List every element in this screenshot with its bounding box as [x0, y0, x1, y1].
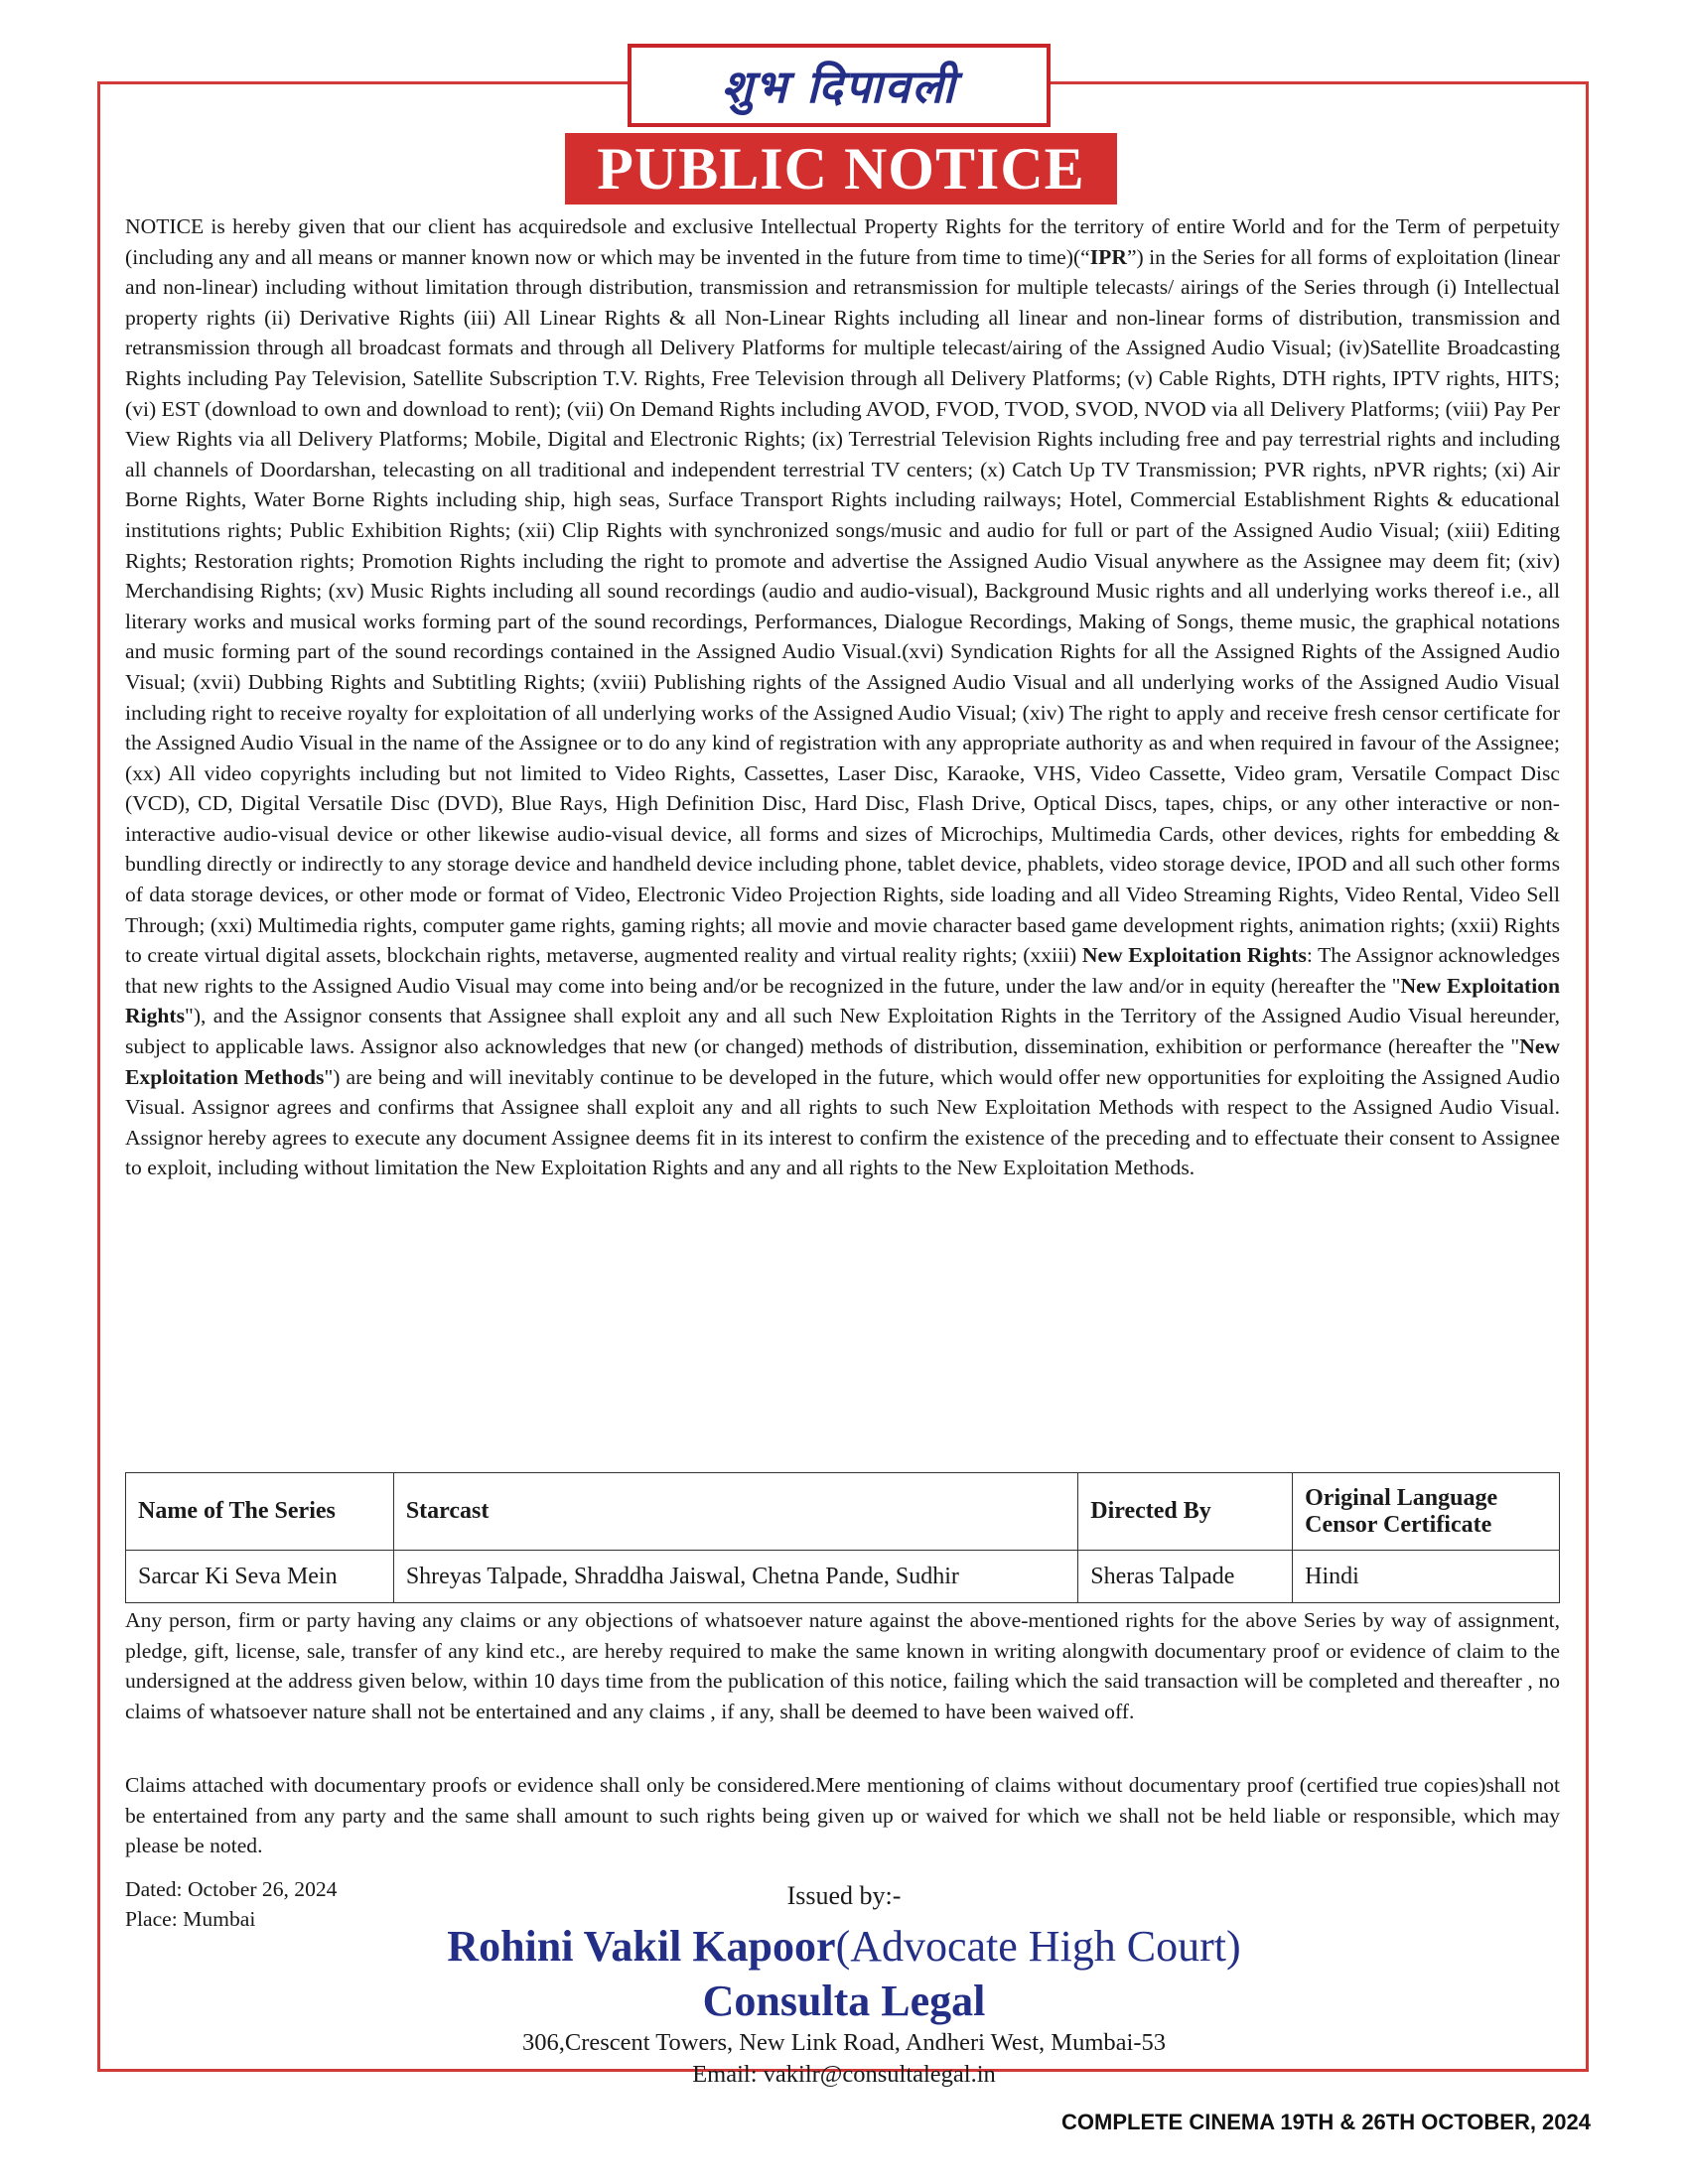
- table-header-row: [126, 1473, 1560, 1551]
- cell-language: Hindi: [1293, 1551, 1560, 1603]
- cell-directed-by: Sheras Talpade: [1078, 1551, 1293, 1603]
- table-row: [126, 1551, 1560, 1603]
- firm-name: Consulta Legal: [702, 1977, 986, 2025]
- issued-by: Issued by:-: [786, 1881, 902, 1910]
- header-directed-by: Directed By: [1078, 1473, 1293, 1551]
- new-exploitation-rights-term: New Exploitation Rights: [1081, 943, 1307, 968]
- title-banner: [565, 133, 1117, 205]
- signer-title: (Advocate High Court): [835, 1922, 1241, 1971]
- notice-seg-3: : The Assignor acknowledges that new rights to the Assigned Audio Visual may come into being and/or be recognized in the future, under the law and/or in equity (hereafter the ": [125, 943, 1560, 998]
- signer-name: Rohini Vakil Kapoor: [447, 1922, 836, 1971]
- cell-starcast: Shreyas Talpade, Shraddha Jaiswal, Chetna Pande, Sudhir: [393, 1551, 1077, 1603]
- proof-paragraph: Claims attached with documentary proofs or evidence shall only be considered.Mere mentioning of claims without documentary proof (certified true copies)shall not be entertained from any party and the same shall amount to such rights being given up or waived for which we shall not be held liable or responsible, which may please be noted.: [125, 1773, 1560, 1858]
- notice-body: [125, 211, 1560, 1183]
- series-table: [125, 1472, 1560, 1603]
- address-line: 306,Crescent Towers, New Link Road, Andheri West, Mumbai-53: [522, 2029, 1166, 2056]
- greeting-text: शुभ दिपावली: [721, 60, 957, 113]
- new-exploitation-methods-term: New Exploitation Methods: [125, 1034, 1560, 1089]
- signer-line: [0, 1921, 1688, 1972]
- header-series-name: Name of The Series: [126, 1473, 394, 1551]
- header-starcast: Starcast: [393, 1473, 1077, 1551]
- new-exploitation-rights-term-2: New Exploitation Rights: [125, 973, 1560, 1028]
- notice-seg-5: ") are being and will inevitably continue to be developed in the future, which would offer new opportunities for exploiting the Assigned Audio Visual. Assignor agrees and confirms that Assignee shall exploit any and all rights to such New Exploitation Methods with respect to the Assigned Audio Visual. Assignor hereby agrees to execute any document Assignee deems fit in its interest to confirm the existence of the preceding and to effectuate their consent to Assignee to exploit, including without limitation the New Exploitation Rights and any and all rights to the New Exploitation Methods.: [125, 1064, 1560, 1180]
- header-language-line-2: Censor Certificate: [1305, 1511, 1492, 1538]
- notice-seg-4: "), and the Assignor consents that Assignee shall exploit any and all such New Exploitation Rights in the Territory of the Assigned Audio Visual hereunder, subject to applicable laws. Assignor also acknowledges that new (or changed) methods of distribution, dissemination, exhibition or performance (hereafter the ": [125, 1004, 1560, 1059]
- email-line: Email: vakilr@consultalegal.in: [692, 2061, 996, 2088]
- contact-block: [0, 2027, 1688, 2091]
- notice-seg-2: ”) in the Series for all forms of exploitation (linear and non-linear) including without limitation through distribution, transmission and retransmission for multiple telecasts/ airings of the Series through (i) Intellectual property rights (ii) Derivative Rights (iii) All Linear Rights & all Non-Linear Rights including all linear and non-linear forms of distribution, transmission and retransmission through all broadcast formats and through all Delivery Platforms for multiple telecast/airing of the Assigned Audio Visual; (iv)Satellite Broadcasting Rights including Pay Television, Satellite Subscription T.V. Rights, Free Television through all Delivery Platforms; (v) Cable Rights, DTH rights, IPTV rights, HITS;(vi) EST (download to own and download to rent); (vii) On Demand Rights including AVOD, FVOD, TVOD, SVOD, NVOD via all Delivery Platforms; (viii) Pay Per View Rights via all Delivery Platforms; Mobile, Digital and Electronic Rights; (ix) Terrestrial Television Rights including free and pay terrestrial rights and including all channels of Doordarshan, telecasting on all traditional and independent terrestrial TV centers; (x) Catch Up TV Transmission; PVR rights, nPVR rights; (xi) Air Borne Rights, Water Borne Rights including ship, high seas, Surface Transport Rights including railways; Hotel, Commercial Establishment Rights & educational institutions rights; Public Exhibition Rights; (xii) Clip Rights with synchronized songs/music and audio for full or part of the Assigned Audio Visual; (xiii) Editing Rights; Restoration rights; Promotion Rights including the right to promote and advertise the Assigned Audio Visual anywhere as the Assignee may deem fit; (xiv) Merchandising Rights; (xv) Music Rights including all sound recordings (audio and audio-visual), Background Music rights and all underlying works thereof i.e., all literary works and musical works forming part of the sound recordings, Performances, Dialogue Recordings, Making of Songs, theme music, the graphical notations and music forming part of the sound recordings contained in the Assigned Audio Visual.(xvi) Syndication Rights for all the Assigned Rights of the Assigned Audio Visual; (xvii) Dubbing Rights and Subtitling Rights; (xviii) Publishing rights of the Assigned Audio Visual and all underlying works of the Assigned Audio Visual including right to receive royalty for exploitation of all underlying works of the Assigned Audio Visual; (xiv) The right to apply and receive fresh censor certificate for the Assigned Audio Visual in the name of the Assignee or to do any kind of registration with any appropriate authority as and when required in favour of the Assignee; (xx) All video copyrights including but not limited to Video Rights, Cassettes, Laser Disc, Karaoke, VHS, Video Cassette, Video gram, Versatile Compact Disc (VCD), CD, Digital Versatile Disc (DVD), Blue Rays, High Definition Disc, Hard Disc, Flash Drive, Optical Discs, tapes, chips, or any other interactive or non-interactive audio-visual device or other likewise audio-visual device, all forms and sizes of Microchips, Multimedia Cards, other devices, rights for embedding & bundling directly or indirectly to any storage device and handheld device including phone, tablet device, phablets, video storage device, IPOD and all such other forms of data storage devices, or other mode or format of Video, Electronic Video Projection Rights, side loading and all Video Streaming Rights, Video Rental, Video Sell Through; (xxi) Multimedia rights, computer game rights, gaming rights; all movie and movie character based game development rights, animation rights; (xxii) Rights to create virtual digital assets, blockchain rights, metaverse, augmented reality and virtual reality rights; (xxiii): [125, 244, 1560, 968]
- page-title: PUBLIC NOTICE: [597, 135, 1085, 202]
- publication-footer: COMPLETE CINEMA 19TH & 26TH OCTOBER, 2024: [1061, 2110, 1591, 2134]
- ipr-term: IPR: [1089, 244, 1127, 269]
- notice-seg-1: NOTICE is hereby given that our client has acquiredsole and exclusive Intellectual Property Rights for the territory of entire World and for the Term of perpetuity (including any and all means or manner known now or which may be invented in the future from time to time)(“: [125, 214, 1560, 269]
- dated-line: Dated: October 26, 2024: [125, 1877, 338, 1901]
- header-language-line-1: Original Language: [1305, 1484, 1498, 1511]
- cell-series-name: Sarcar Ki Seva Mein: [126, 1551, 394, 1603]
- place-line: Place: Mumbai: [125, 1907, 256, 1931]
- greeting-box: [628, 44, 1051, 127]
- claims-paragraph: Any person, firm or party having any claims or any objections of whatsoever nature against the above-mentioned rights for the above Series by way of assignment, pledge, gift, license, sale, transfer of any kind etc., are hereby required to make the same known in writing alongwith documentary proof or evidence of claim to the undersigned at the address given below, within 10 days time from the publication of this notice, failing which the said transaction will be completed and thereafter , no claims of whatsoever nature shall not be entertained and any claims , if any, shall be deemed to have been waived off.: [125, 1608, 1560, 1723]
- header-language-certificate: [1293, 1473, 1560, 1551]
